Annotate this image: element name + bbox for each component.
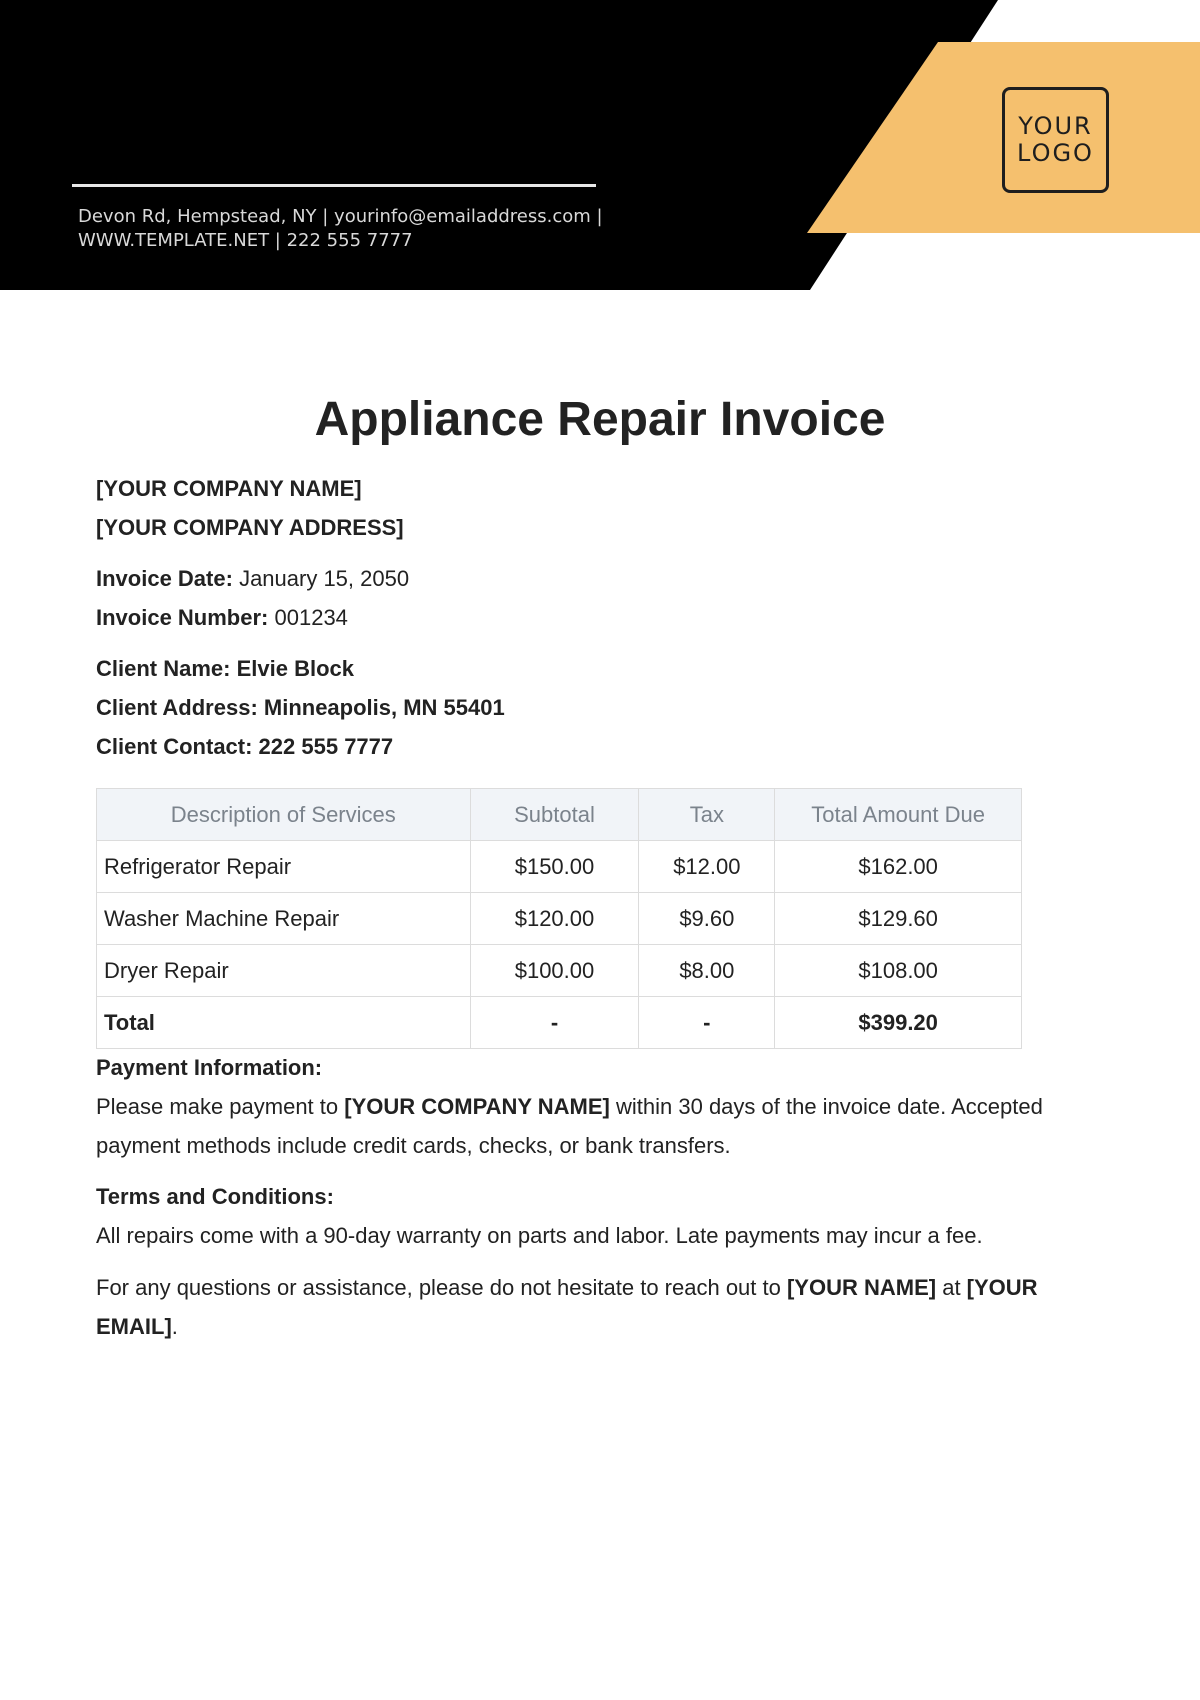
cell-description: Washer Machine Repair <box>97 893 471 945</box>
payment-heading: Payment Information: <box>96 1055 323 1080</box>
closing-text-middle: at <box>936 1275 967 1300</box>
page-title: Appliance Repair Invoice <box>314 393 886 446</box>
cell-tax: $12.00 <box>639 841 775 893</box>
cell-total-due: $162.00 <box>775 841 1022 893</box>
payment-text <box>96 1087 1111 1165</box>
total-label: Total <box>97 997 471 1049</box>
invoice-date-value: January 15, 2050 <box>239 566 410 591</box>
terms-heading: Terms and Conditions: <box>96 1184 334 1209</box>
closing-text-after: . <box>171 1314 178 1339</box>
cell-total-due: $129.60 <box>775 893 1022 945</box>
header-tax: Tax <box>639 789 775 841</box>
payment-text-before: Please make payment to <box>96 1094 345 1119</box>
header-contact <box>78 205 638 253</box>
client-contact: Client Contact: 222 555 7777 <box>96 734 394 759</box>
header-total-due: Total Amount Due <box>775 789 1022 841</box>
company-logo <box>1002 87 1109 193</box>
table-row <box>97 841 1022 893</box>
logo-text-1: YOUR <box>1018 112 1093 140</box>
total-tax: - <box>639 997 775 1049</box>
cell-description: Dryer Repair <box>97 945 471 997</box>
contact-line-2: WWW.TEMPLATE.NET | 222 555 7777 <box>78 230 413 251</box>
table-row <box>97 893 1022 945</box>
cell-subtotal: $120.00 <box>470 893 639 945</box>
services-table <box>96 788 1022 1049</box>
header-description: Description of Services <box>97 789 471 841</box>
invoice-number-label: Invoice Number: <box>96 605 269 630</box>
cell-tax: $9.60 <box>639 893 775 945</box>
invoice-date <box>96 565 409 593</box>
terms-text: All repairs come with a 90-day warranty on parts and labor. Late payments may incur a fee. <box>96 1223 983 1248</box>
total-amount-due: $399.20 <box>775 997 1022 1049</box>
company-name: [YOUR COMPANY NAME] <box>96 476 362 501</box>
logo-text-2: LOGO <box>1017 139 1094 167</box>
closing-email: [YOUR EMAIL] <box>96 1275 1038 1339</box>
closing-text <box>96 1268 1111 1346</box>
closing-text-before: For any questions or assistance, please do not hesitate to reach out to <box>96 1275 787 1300</box>
cell-subtotal: $150.00 <box>470 841 639 893</box>
header-banner <box>0 0 1200 300</box>
table-header-row <box>97 789 1022 841</box>
client-name: Client Name: Elvie Block <box>96 656 354 681</box>
company-address: [YOUR COMPANY ADDRESS] <box>96 515 404 540</box>
invoice-number <box>96 604 348 632</box>
total-subtotal: - <box>470 997 639 1049</box>
invoice-date-label: Invoice Date: <box>96 566 233 591</box>
table-total-row <box>97 997 1022 1049</box>
payment-text-after: within 30 days of the invoice date. Accepted payment methods include credit cards, checks, or bank transfers. <box>96 1094 1043 1158</box>
closing-name: [YOUR NAME] <box>786 1275 937 1300</box>
cell-subtotal: $100.00 <box>470 945 639 997</box>
payment-company-name: [YOUR COMPANY NAME] <box>344 1094 610 1119</box>
header-divider <box>72 184 596 187</box>
table-row <box>97 945 1022 997</box>
contact-line-1: Devon Rd, Hempstead, NY | yourinfo@emailaddress.com | <box>78 206 603 227</box>
cell-description: Refrigerator Repair <box>97 841 471 893</box>
invoice-number-value: 001234 <box>274 605 348 630</box>
cell-tax: $8.00 <box>639 945 775 997</box>
cell-total-due: $108.00 <box>775 945 1022 997</box>
client-address: Client Address: Minneapolis, MN 55401 <box>96 695 505 720</box>
header-subtotal: Subtotal <box>470 789 639 841</box>
